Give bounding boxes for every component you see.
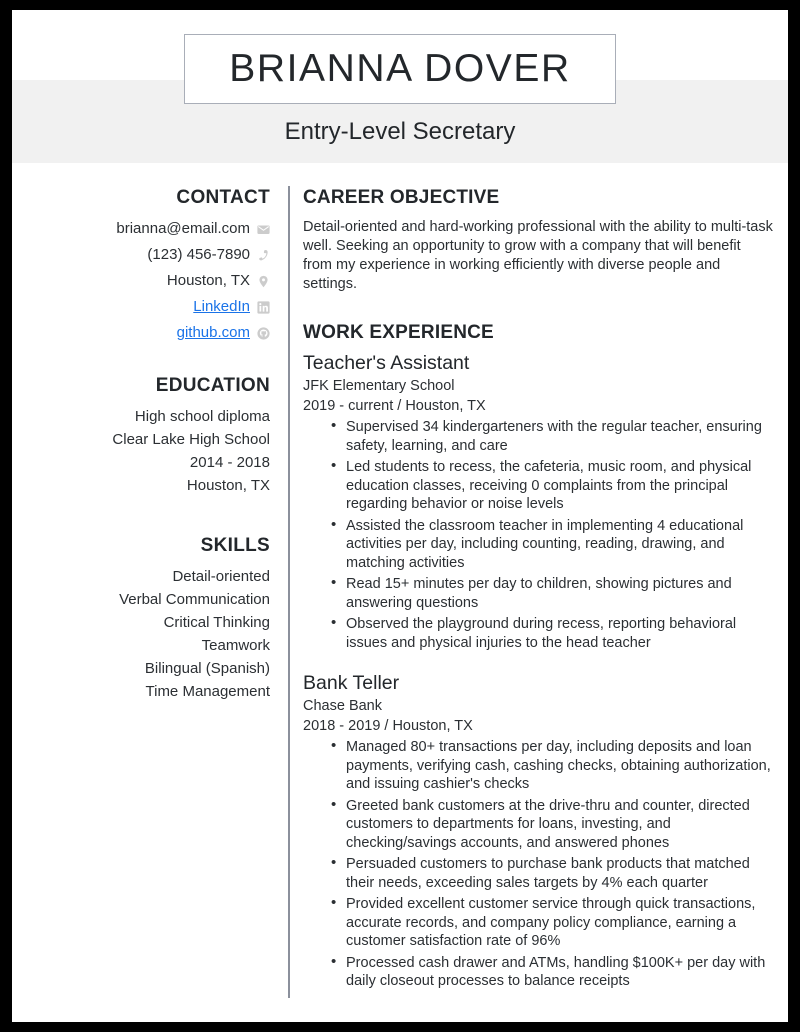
job-dates: 2018 - 2019 [303,718,381,734]
job-bullet-list [303,738,773,991]
job-meta-separator: / [397,398,402,414]
main-content [303,173,773,994]
job-title: Bank Teller [303,672,400,694]
linkedin-link[interactable]: LinkedIn [193,298,250,315]
education-line: Houston, TX [186,477,270,494]
resume-page [12,10,788,1022]
job-bullet: • Managed 80+ transactions per day, including deposits and loan payments, verifying cash, cashing checks, obtaining authorization, and issuing cashier's checks [331,738,773,794]
job-meta [303,716,773,737]
resume-body [12,173,788,1022]
contact-item-github[interactable] [12,321,270,345]
job-company: JFK Elementary School [303,378,455,394]
name-box [184,34,616,104]
skill-item: Critical Thinking [163,614,270,631]
job-bullet: • Supervised 34 kindergarteners with the regular teacher, ensuring safety, learning, and care [331,418,773,455]
linkedin-icon[interactable] [257,301,270,314]
skill-item: Time Management [145,683,270,700]
sidebar [12,173,270,703]
skill-item: Bilingual (Spanish) [144,660,270,677]
github-icon[interactable] [257,327,270,340]
contact-email-text: brianna@email.com [116,220,250,237]
envelope-icon [257,223,270,236]
job-bullet: • Led students to recess, the cafeteria, music room, and physical education classes, receiving 0 complaints from the principal regarding behavior or noise levels [331,458,773,514]
work-experience-entry [303,670,773,991]
skill-item: Verbal Communication [119,591,270,608]
job-meta-separator: / [384,718,389,734]
job-location: Houston, TX [405,398,486,414]
job-bullet: • Provided excellent customer service through quick transactions, accurate records, and company policy compliance, earning a customer satisfaction rate of 96% [331,895,773,951]
skill-item: Detail-oriented [172,568,270,585]
contact-item-phone [12,243,270,267]
education-line: 2014 - 2018 [189,454,270,471]
work-experience-entry [303,350,773,652]
contact-item-linkedin[interactable] [12,295,270,319]
contact-location-text: Houston, TX [166,272,250,289]
job-company: Chase Bank [303,698,382,714]
location-pin-icon [257,275,270,288]
contact-item-email [12,217,270,241]
github-link[interactable]: github.com [176,324,250,341]
page-title: BRIANNA DOVER [229,47,571,90]
job-meta [303,396,773,417]
education-line: Clear Lake High School [112,431,270,448]
job-bullet: • Greeted bank customers at the drive-thru and counter, directed customers to departments for loans, investing, and checking/savings accounts, and answered phones [331,797,773,853]
phone-icon [257,249,270,262]
job-dates: 2019 - current [303,398,394,414]
contact-item-location [12,269,270,293]
career-objective-heading: CAREER OBJECTIVE [303,187,500,208]
job-title: Teacher's Assistant [303,352,470,374]
job-bullet: • Assisted the classroom teacher in implementing 4 educational activities per day, including counting, reading, drawing, and matching activities [331,517,773,573]
contact-heading: CONTACT [176,187,270,208]
job-bullet: • Observed the playground during recess, reporting behavioral issues and physical injuries to the head teacher [331,615,773,652]
column-divider [288,186,290,998]
work-experience-heading: WORK EXPERIENCE [303,322,494,343]
career-objective-text: Detail-oriented and hard-working professional with the ability to multi-task well. Seeking an opportunity to grow with a company that will benefit from my experience in working efficiently with diverse people and settings. [303,219,773,292]
contact-phone-text: (123) 456-7890 [147,246,250,263]
education-heading: EDUCATION [155,375,270,396]
job-bullet: • Persuaded customers to purchase bank products that matched their needs, exceeding sales targets by 4% each quarter [331,855,773,892]
job-bullet-list [303,418,773,652]
job-location: Houston, TX [392,718,473,734]
skills-heading: SKILLS [200,535,270,556]
job-bullet: • Processed cash drawer and ATMs, handling $100K+ per day with daily closeout processes to balance receipts [331,954,773,991]
education-line: High school diploma [134,408,270,425]
job-subtitle: Entry-Level Secretary [284,118,516,145]
skill-item: Teamwork [201,637,270,654]
job-bullet: • Read 15+ minutes per day to children, showing pictures and answering questions [331,575,773,612]
